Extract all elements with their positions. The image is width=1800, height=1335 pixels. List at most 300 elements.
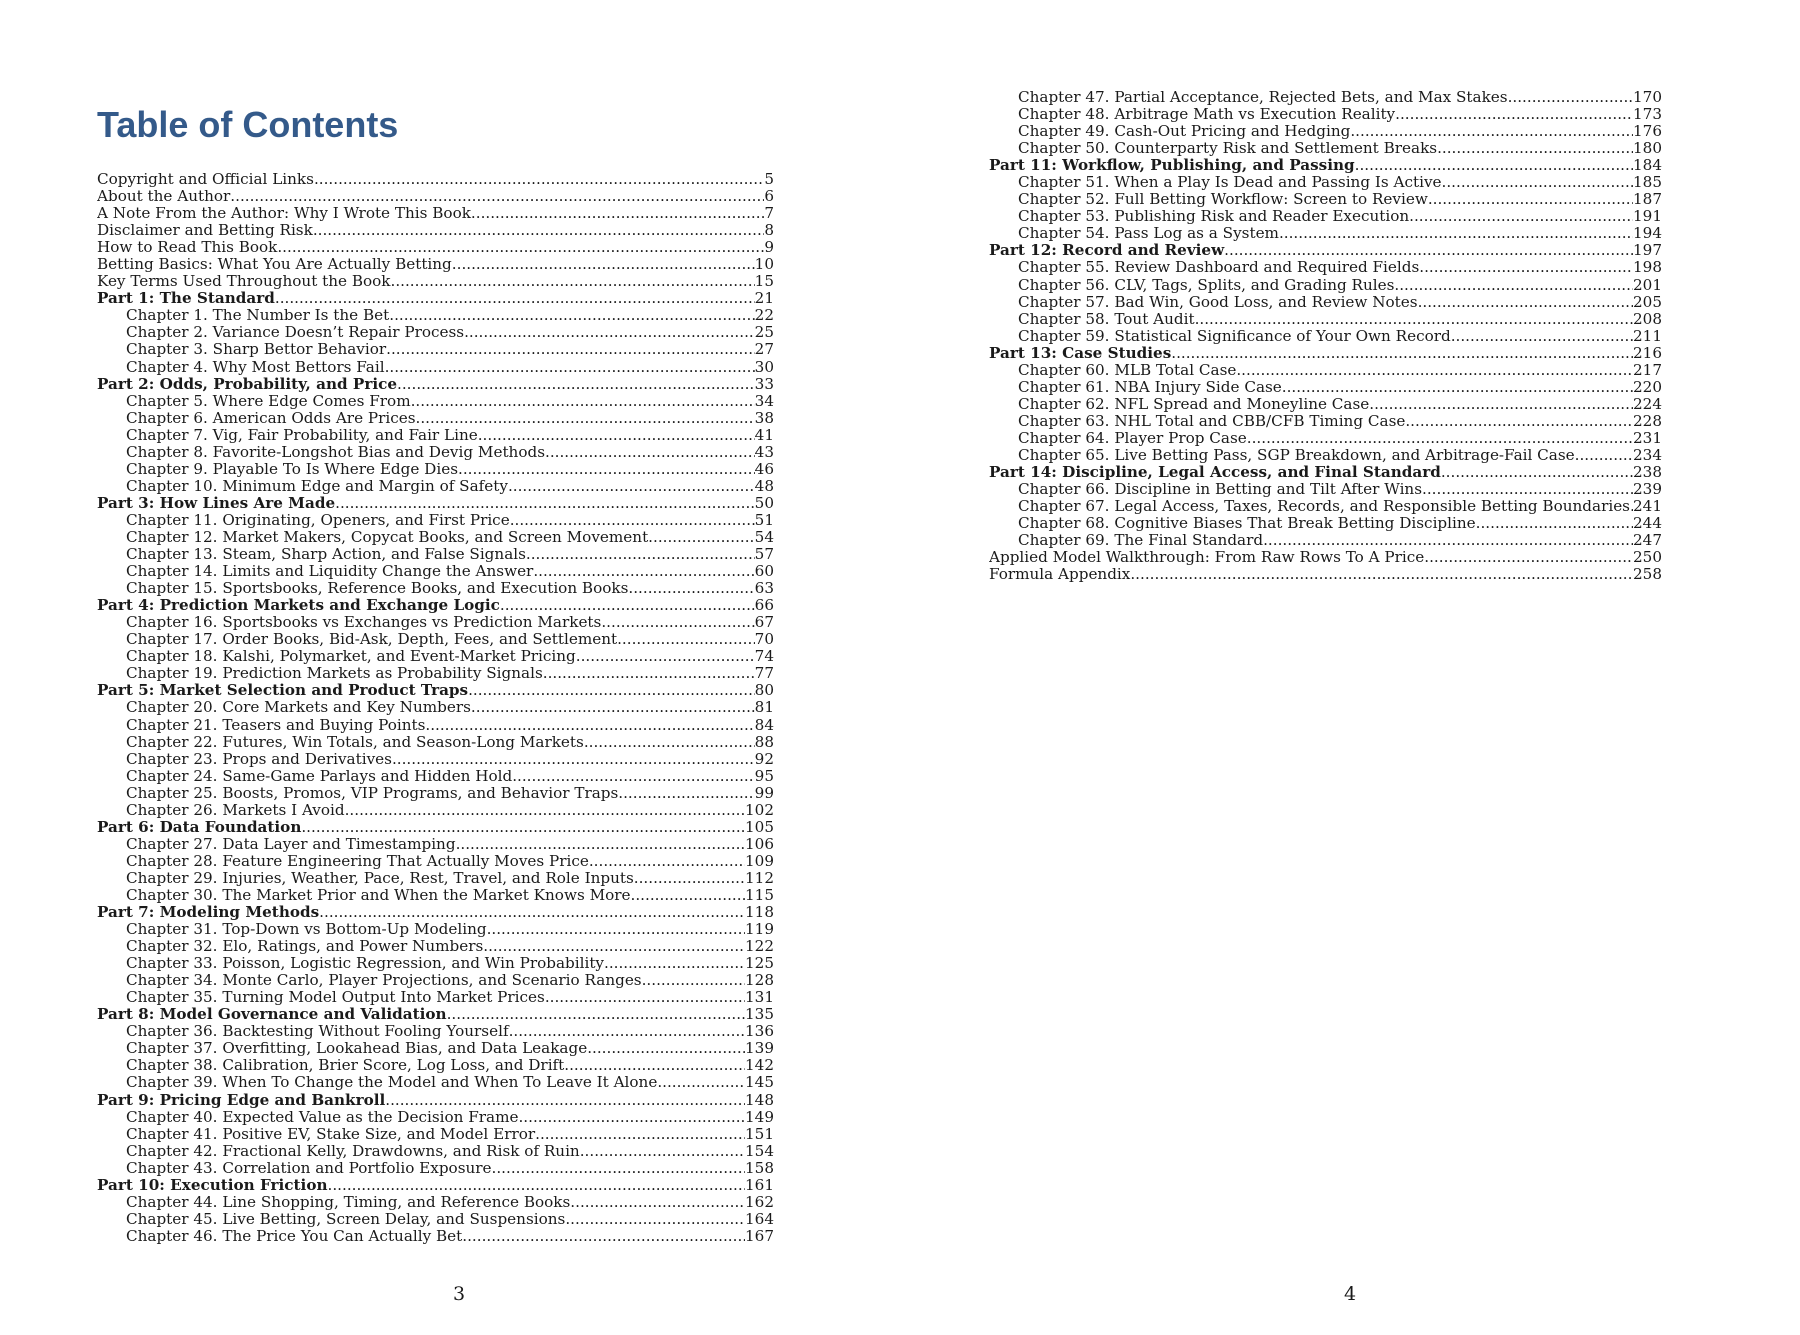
toc-entry-page-number: 8	[764, 222, 774, 240]
toc-entry-chapter[interactable]	[97, 853, 774, 870]
toc-entry-label: Disclaimer and Betting Risk	[97, 222, 313, 240]
toc-entry-page-number: 201	[1633, 276, 1662, 294]
dot-leader	[471, 205, 764, 222]
toc-entry-chapter[interactable]	[97, 580, 774, 597]
toc-entry-label: Chapter 58. Tout Audit	[1018, 310, 1195, 328]
toc-entry-chapter[interactable]	[989, 140, 1662, 157]
toc-entry-label: Chapter 64. Player Prop Case	[1018, 429, 1247, 447]
toc-entry-chapter[interactable]	[989, 396, 1662, 413]
dot-leader	[468, 682, 755, 699]
toc-entry-part[interactable]	[989, 157, 1662, 174]
toc-entry-chapter[interactable]	[97, 631, 774, 648]
right-page	[900, 0, 1800, 1335]
toc-entry-label: Chapter 47. Partial Acceptance, Rejected Bets, and Max Stakes	[1018, 89, 1508, 106]
dot-leader	[464, 324, 755, 341]
toc-entry-page-number: 122	[745, 938, 774, 956]
toc-entry-label: Chapter 63. NHL Total and CBB/CFB Timing Case	[1018, 412, 1406, 430]
dot-leader	[313, 222, 765, 239]
toc-entry-label: Chapter 31. Top-Down vs Bottom-Up Modeling	[126, 921, 487, 939]
toc-entry-chapter[interactable]	[97, 427, 774, 444]
dot-leader	[1394, 277, 1633, 294]
toc-entry-chapter[interactable]	[97, 546, 774, 563]
dot-leader	[512, 768, 754, 785]
toc-entry-label: Chapter 21. Teasers and Buying Points	[126, 716, 426, 734]
toc-entry-label: Copyright and Official Links	[97, 171, 314, 188]
toc-entry-page-number: 139	[745, 1040, 774, 1058]
toc-entry-page-number: 185	[1633, 174, 1662, 192]
toc-entry-part[interactable]	[97, 290, 774, 307]
dot-leader	[565, 1211, 745, 1228]
toc-entry-chapter[interactable]	[989, 532, 1662, 549]
toc-entry-label: Chapter 51. When a Play Is Dead and Passing Is Active	[1018, 174, 1442, 192]
toc-entry-label: Chapter 13. Steam, Sharp Action, and False Signals	[126, 546, 526, 564]
toc-entry-chapter[interactable]	[97, 699, 774, 716]
toc-entry-label: Chapter 14. Limits and Liquidity Change the Answer	[126, 563, 534, 581]
toc-entry-chapter[interactable]	[97, 1057, 774, 1074]
toc-entry-top[interactable]	[97, 273, 774, 290]
dot-leader	[1428, 191, 1633, 208]
dot-leader	[411, 393, 755, 410]
toc-entry-page-number: 231	[1633, 429, 1662, 447]
toc-entry-page-number: 180	[1633, 140, 1662, 158]
toc-entry-page-number: 109	[745, 852, 774, 870]
dot-leader	[601, 614, 754, 631]
toc-entry-page-number: 34	[754, 392, 774, 410]
toc-entry-page-number: 30	[754, 358, 774, 376]
toc-entry-label: Chapter 5. Where Edge Comes From	[126, 392, 411, 410]
toc-entry-chapter[interactable]	[97, 461, 774, 478]
dot-leader	[335, 495, 755, 512]
dot-leader	[533, 563, 754, 580]
toc-entry-label: Chapter 45. Live Betting, Screen Delay, and Suspensions	[126, 1210, 566, 1228]
toc-entry-label: About the Author	[97, 188, 231, 206]
toc-entry-chapter[interactable]	[97, 1160, 774, 1177]
toc-entry-label: Part 14: Discipline, Legal Access, and Final Standard	[989, 464, 1441, 482]
toc-entry-page-number: 151	[745, 1125, 774, 1143]
dot-leader	[385, 359, 755, 376]
toc-entry-label: Chapter 35. Turning Model Output Into Market Prices	[126, 989, 545, 1007]
toc-entry-label: Chapter 22. Futures, Win Totals, and Season-Long Markets	[126, 733, 584, 751]
toc-entry-page-number: 92	[754, 750, 774, 768]
dot-leader	[487, 921, 745, 938]
toc-entry-page-number: 220	[1633, 378, 1662, 396]
dot-leader	[483, 938, 745, 955]
dot-leader	[1236, 362, 1633, 379]
toc-entry-label: Part 7: Modeling Methods	[97, 904, 320, 922]
toc-entry-chapter[interactable]	[97, 648, 774, 665]
toc-entry-label: Chapter 54. Pass Log as a System	[1018, 225, 1279, 243]
dot-leader	[580, 1143, 745, 1160]
toc-entry-chapter[interactable]	[97, 921, 774, 938]
dot-leader	[543, 665, 755, 682]
toc-entry-chapter[interactable]	[97, 410, 774, 427]
dot-leader	[275, 290, 755, 307]
toc-entry-label: Part 13: Case Studies	[989, 344, 1172, 362]
toc-entry-page-number: 194	[1633, 225, 1662, 243]
toc-entry-label: Chapter 15. Sportsbooks, Reference Books, and Execution Books	[126, 580, 629, 598]
dot-leader	[397, 376, 755, 393]
toc-entry-part[interactable]	[97, 495, 774, 512]
toc-entry-page-number: 187	[1633, 191, 1662, 209]
toc-entry-chapter[interactable]	[97, 734, 774, 751]
toc-entry-part[interactable]	[97, 1092, 774, 1109]
toc-entry-label: Chapter 29. Injuries, Weather, Pace, Rest, Travel, and Role Inputs	[126, 869, 634, 887]
toc-entry-label: Part 10: Execution Friction	[97, 1176, 328, 1194]
dot-leader	[634, 870, 745, 887]
toc-entry-label: Chapter 4. Why Most Bettors Fail	[126, 358, 385, 376]
dot-leader	[447, 1006, 745, 1023]
dot-leader	[1437, 140, 1633, 157]
toc-entry-chapter[interactable]	[97, 1211, 774, 1228]
toc-entry-chapter[interactable]	[97, 751, 774, 768]
toc-entry-label: Chapter 37. Overfitting, Lookahead Bias, and Data Leakage	[126, 1040, 588, 1058]
toc-entry-chapter[interactable]	[989, 259, 1662, 276]
toc-entry-chapter[interactable]	[989, 481, 1662, 498]
toc-entry-page-number: 250	[1633, 549, 1662, 567]
toc-entry-chapter[interactable]	[97, 478, 774, 495]
toc-entry-chapter[interactable]	[989, 89, 1662, 106]
toc-entry-top[interactable]	[989, 549, 1662, 566]
toc-list-right	[989, 89, 1662, 583]
toc-entry-page-number: 7	[764, 205, 774, 223]
toc-entry-label: Chapter 11. Originating, Openers, and First Price	[126, 511, 510, 529]
toc-entry-page-number: 258	[1633, 566, 1662, 584]
toc-entry-label: Chapter 46. The Price You Can Actually Bet	[126, 1227, 463, 1245]
dot-leader	[1395, 106, 1633, 123]
toc-entry-chapter[interactable]	[989, 208, 1662, 225]
dot-leader	[1451, 328, 1633, 345]
toc-entry-page-number: 208	[1633, 310, 1662, 328]
toc-entry-label: Formula Appendix	[989, 566, 1131, 584]
dot-leader	[617, 631, 755, 648]
toc-entry-page-number: 6	[764, 188, 774, 206]
toc-entry-page-number: 217	[1633, 361, 1662, 379]
toc-entry-page-number: 15	[754, 273, 774, 291]
toc-entry-label: Part 8: Model Governance and Validation	[97, 1006, 447, 1024]
toc-entry-label: Chapter 1. The Number Is the Bet	[126, 307, 390, 325]
dot-leader	[277, 239, 764, 256]
dot-leader	[584, 734, 755, 751]
toc-entry-label: Chapter 42. Fractional Kelly, Drawdowns, and Risk of Ruin	[126, 1142, 580, 1160]
toc-entry-page-number: 247	[1633, 532, 1662, 550]
toc-entry-chapter[interactable]	[97, 1074, 774, 1091]
dot-leader	[642, 972, 745, 989]
dot-leader	[1224, 242, 1633, 259]
dot-leader	[1424, 549, 1633, 566]
dot-leader	[545, 444, 755, 461]
dot-leader	[416, 410, 755, 427]
dot-leader	[1508, 89, 1633, 106]
toc-entry-chapter[interactable]	[97, 1109, 774, 1126]
toc-entry-label: Chapter 33. Poisson, Logistic Regression, and Win Probability	[126, 955, 604, 973]
dot-leader	[471, 699, 755, 716]
toc-entry-part[interactable]	[989, 464, 1662, 481]
dot-leader	[492, 1160, 745, 1177]
toc-entry-label: Part 4: Prediction Markets and Exchange Logic	[97, 597, 500, 615]
toc-entry-page-number: 84	[754, 716, 774, 734]
toc-entry-chapter[interactable]	[97, 324, 774, 341]
toc-entry-chapter[interactable]	[989, 311, 1662, 328]
toc-entry-page-number: 106	[745, 835, 774, 853]
toc-entry-label: Chapter 36. Backtesting Without Fooling Yourself	[126, 1023, 509, 1041]
toc-entry-label: Chapter 55. Review Dashboard and Required Fields	[1018, 259, 1420, 277]
toc-entry-top[interactable]	[97, 222, 774, 239]
toc-entry-page-number: 162	[745, 1193, 774, 1211]
toc-entry-chapter[interactable]	[989, 430, 1662, 447]
toc-entry-chapter[interactable]	[97, 1228, 774, 1245]
dot-leader	[456, 836, 745, 853]
toc-entry-chapter[interactable]	[97, 717, 774, 734]
toc-entry-label: Chapter 7. Vig, Fair Probability, and Fair Line	[126, 426, 478, 444]
toc-entry-chapter[interactable]	[989, 447, 1662, 464]
toc-entry-chapter[interactable]	[97, 887, 774, 904]
toc-entry-chapter[interactable]	[97, 972, 774, 989]
toc-entry-page-number: 38	[754, 409, 774, 427]
toc-list-left	[97, 171, 774, 1245]
dot-leader	[508, 478, 755, 495]
toc-entry-chapter[interactable]	[989, 174, 1662, 191]
toc-entry-chapter[interactable]	[97, 614, 774, 631]
toc-entry-label: Key Terms Used Throughout the Book	[97, 273, 391, 291]
toc-entry-chapter[interactable]	[989, 362, 1662, 379]
toc-entry-chapter[interactable]	[97, 563, 774, 580]
dot-leader	[1279, 225, 1633, 242]
toc-entry-page-number: 239	[1633, 481, 1662, 499]
toc-entry-page-number: 118	[745, 904, 774, 922]
toc-entry-page-number: 50	[754, 494, 774, 512]
dot-leader	[1419, 259, 1633, 276]
toc-entry-chapter[interactable]	[97, 938, 774, 955]
dot-leader	[1476, 515, 1633, 532]
toc-entry-label: Chapter 49. Cash-Out Pricing and Hedging	[1018, 123, 1351, 141]
toc-entry-label: Chapter 56. CLV, Tags, Splits, and Grading Rules	[1018, 276, 1395, 294]
toc-entry-page-number: 205	[1633, 293, 1662, 311]
toc-entry-page-number: 148	[745, 1091, 774, 1109]
toc-entry-page-number: 48	[754, 477, 774, 495]
toc-entry-chapter[interactable]	[97, 665, 774, 682]
dot-leader	[1418, 294, 1633, 311]
toc-entry-page-number: 67	[754, 614, 774, 632]
toc-entry-page-number: 21	[754, 290, 774, 308]
toc-entry-top[interactable]	[97, 188, 774, 205]
toc-entry-part[interactable]	[989, 345, 1662, 362]
toc-entry-part[interactable]	[97, 376, 774, 393]
toc-entry-chapter[interactable]	[97, 870, 774, 887]
page-number: 4	[1343, 1283, 1357, 1305]
toc-entry-label: Chapter 62. NFL Spread and Moneyline Case	[1018, 395, 1370, 413]
toc-entry-chapter[interactable]	[97, 341, 774, 358]
dot-leader	[526, 546, 755, 563]
toc-entry-chapter[interactable]	[989, 413, 1662, 430]
toc-entry-label: Chapter 8. Favorite-Longshot Bias and Devig Methods	[126, 443, 545, 461]
toc-entry-chapter[interactable]	[989, 191, 1662, 208]
toc-entry-label: Chapter 59. Statistical Significance of Your Own Record	[1018, 327, 1451, 345]
toc-entry-page-number: 66	[754, 597, 774, 615]
toc-entry-label: Part 5: Market Selection and Product Traps	[97, 682, 469, 700]
toc-entry-label: Chapter 23. Props and Derivatives	[126, 750, 392, 768]
toc-entry-chapter[interactable]	[97, 359, 774, 376]
dot-leader	[1409, 208, 1633, 225]
dot-leader	[458, 461, 755, 478]
toc-entry-page-number: 9	[764, 239, 774, 257]
toc-entry-label: Chapter 10. Minimum Edge and Margin of Safety	[126, 477, 508, 495]
toc-entry-page-number: 70	[754, 631, 774, 649]
toc-entry-chapter[interactable]	[97, 768, 774, 785]
toc-entry-page-number: 119	[745, 921, 774, 939]
toc-entry-page-number: 128	[745, 972, 774, 990]
toc-entry-chapter[interactable]	[989, 294, 1662, 311]
toc-entry-page-number: 216	[1633, 344, 1662, 362]
toc-entry-part[interactable]	[97, 597, 774, 614]
toc-entry-chapter[interactable]	[97, 785, 774, 802]
toc-entry-page-number: 125	[745, 955, 774, 973]
toc-entry-page-number: 161	[745, 1176, 774, 1194]
dot-leader	[452, 256, 755, 273]
toc-entry-chapter[interactable]	[989, 225, 1662, 242]
toc-entry-chapter[interactable]	[97, 393, 774, 410]
toc-entry-chapter[interactable]	[97, 1194, 774, 1211]
toc-entry-chapter[interactable]	[97, 802, 774, 819]
toc-entry-top[interactable]	[989, 566, 1662, 583]
toc-entry-chapter[interactable]	[97, 1143, 774, 1160]
toc-entry-page-number: 136	[745, 1023, 774, 1041]
dot-leader	[648, 529, 755, 546]
dot-leader	[301, 819, 745, 836]
toc-entry-part[interactable]	[97, 682, 774, 699]
toc-entry-chapter[interactable]	[989, 379, 1662, 396]
toc-entry-page-number: 74	[754, 648, 774, 666]
dot-leader	[1441, 464, 1633, 481]
toc-entry-chapter[interactable]	[989, 328, 1662, 345]
toc-entry-page-number: 51	[754, 511, 774, 529]
dot-leader	[391, 273, 755, 290]
toc-entry-chapter[interactable]	[989, 515, 1662, 532]
toc-entry-page-number: 115	[745, 886, 774, 904]
toc-entry-label: Chapter 26. Markets I Avoid	[126, 801, 345, 819]
toc-entry-page-number: 241	[1633, 498, 1662, 516]
dot-leader	[509, 1023, 745, 1040]
toc-entry-chapter[interactable]	[97, 989, 774, 1006]
toc-entry-page-number: 54	[754, 528, 774, 546]
dot-leader	[425, 717, 754, 734]
toc-entry-chapter[interactable]	[97, 444, 774, 461]
toc-entry-page-number: 102	[745, 801, 774, 819]
dot-leader	[1422, 481, 1633, 498]
toc-entry-chapter[interactable]	[97, 1126, 774, 1143]
toc-entry-label: Chapter 53. Publishing Risk and Reader Execution	[1018, 208, 1410, 226]
toc-entry-top[interactable]	[97, 205, 774, 222]
toc-entry-part[interactable]	[989, 242, 1662, 259]
toc-entry-page-number: 244	[1633, 515, 1662, 533]
toc-entry-page-number: 27	[754, 341, 774, 359]
toc-entry-page-number: 33	[754, 375, 774, 393]
dot-leader	[518, 1109, 745, 1126]
toc-entry-label: Chapter 32. Elo, Ratings, and Power Numbers	[126, 938, 484, 956]
toc-entry-page-number: 43	[754, 443, 774, 461]
toc-entry-page-number: 10	[754, 256, 774, 274]
toc-entry-label: Chapter 68. Cognitive Biases That Break Betting Discipline	[1018, 515, 1476, 533]
toc-entry-label: Chapter 18. Kalshi, Polymarket, and Event-Market Pricing	[126, 648, 576, 666]
toc-entry-chapter[interactable]	[989, 106, 1662, 123]
toc-entry-label: Applied Model Walkthrough: From Raw Rows To A Price	[989, 549, 1425, 567]
toc-entry-label: Chapter 60. MLB Total Case	[1018, 361, 1237, 379]
dot-leader	[631, 887, 745, 904]
toc-entry-part[interactable]	[97, 819, 774, 836]
dot-leader	[535, 1126, 745, 1143]
toc-entry-chapter[interactable]	[97, 836, 774, 853]
toc-entry-page-number: 173	[1633, 106, 1662, 124]
toc-entry-part[interactable]	[97, 1006, 774, 1023]
toc-entry-label: Chapter 43. Correlation and Portfolio Exposure	[126, 1159, 492, 1177]
toc-entry-page-number: 112	[745, 869, 774, 887]
toc-entry-label: Chapter 2. Variance Doesn’t Repair Process	[126, 324, 465, 342]
toc-entry-chapter[interactable]	[97, 307, 774, 324]
toc-entry-label: Chapter 6. American Odds Are Prices	[126, 409, 416, 427]
dot-leader	[385, 1092, 745, 1109]
toc-entry-label: Chapter 48. Arbitrage Math vs Execution Reality	[1018, 106, 1396, 124]
toc-entry-chapter[interactable]	[97, 955, 774, 972]
toc-entry-label: Chapter 69. The Final Standard	[1018, 532, 1264, 550]
toc-entry-chapter[interactable]	[989, 498, 1662, 515]
dot-leader	[510, 512, 755, 529]
toc-entry-page-number: 158	[745, 1159, 774, 1177]
toc-entry-chapter[interactable]	[989, 123, 1662, 140]
dot-leader	[657, 1074, 745, 1091]
toc-entry-label: Chapter 24. Same-Game Parlays and Hidden Hold	[126, 767, 513, 785]
toc-entry-top[interactable]	[97, 171, 774, 188]
toc-entry-part[interactable]	[97, 1177, 774, 1194]
toc-entry-page-number: 191	[1633, 208, 1662, 226]
toc-entry-chapter[interactable]	[97, 512, 774, 529]
toc-entry-page-number: 154	[745, 1142, 774, 1160]
toc-entry-part[interactable]	[97, 904, 774, 921]
toc-entry-page-number: 234	[1633, 446, 1662, 464]
dot-leader	[1263, 532, 1633, 549]
toc-entry-label: Chapter 61. NBA Injury Side Case	[1018, 378, 1282, 396]
toc-entry-page-number: 81	[754, 699, 774, 717]
dot-leader	[392, 751, 755, 768]
toc-entry-chapter[interactable]	[97, 529, 774, 546]
toc-entry-label: Chapter 16. Sportsbooks vs Exchanges vs Prediction Markets	[126, 614, 602, 632]
toc-entry-page-number: 131	[745, 989, 774, 1007]
toc-entry-top[interactable]	[97, 256, 774, 273]
dot-leader	[576, 648, 755, 665]
toc-entry-label: Chapter 25. Boosts, Promos, VIP Programs, and Behavior Traps	[126, 784, 619, 802]
dot-leader	[1171, 345, 1633, 362]
toc-entry-chapter[interactable]	[97, 1040, 774, 1057]
toc-entry-label: Chapter 65. Live Betting Pass, SGP Breakdown, and Arbitrage-Fail Case	[1018, 446, 1575, 464]
toc-entry-page-number: 184	[1633, 157, 1662, 175]
toc-entry-chapter[interactable]	[97, 1023, 774, 1040]
toc-entry-top[interactable]	[97, 239, 774, 256]
toc-entry-label: Chapter 44. Line Shopping, Timing, and Reference Books	[126, 1193, 571, 1211]
toc-entry-page-number: 135	[745, 1006, 774, 1024]
toc-entry-chapter[interactable]	[989, 277, 1662, 294]
toc-entry-label: Chapter 52. Full Betting Workflow: Screen to Review	[1018, 191, 1428, 209]
toc-entry-label: Chapter 50. Counterparty Risk and Settlement Breaks	[1018, 140, 1438, 158]
dot-leader	[1130, 566, 1633, 583]
toc-entry-label: Chapter 38. Calibration, Brier Score, Log Loss, and Drift	[126, 1057, 565, 1075]
toc-entry-page-number: 60	[754, 563, 774, 581]
dot-leader	[1355, 157, 1633, 174]
dot-leader	[604, 955, 745, 972]
dot-leader	[230, 188, 764, 205]
dot-leader	[314, 171, 764, 188]
toc-entry-label: Chapter 20. Core Markets and Key Numbers	[126, 699, 471, 717]
toc-entry-page-number: 224	[1633, 395, 1662, 413]
dot-leader	[319, 904, 745, 921]
toc-entry-page-number: 105	[745, 818, 774, 836]
